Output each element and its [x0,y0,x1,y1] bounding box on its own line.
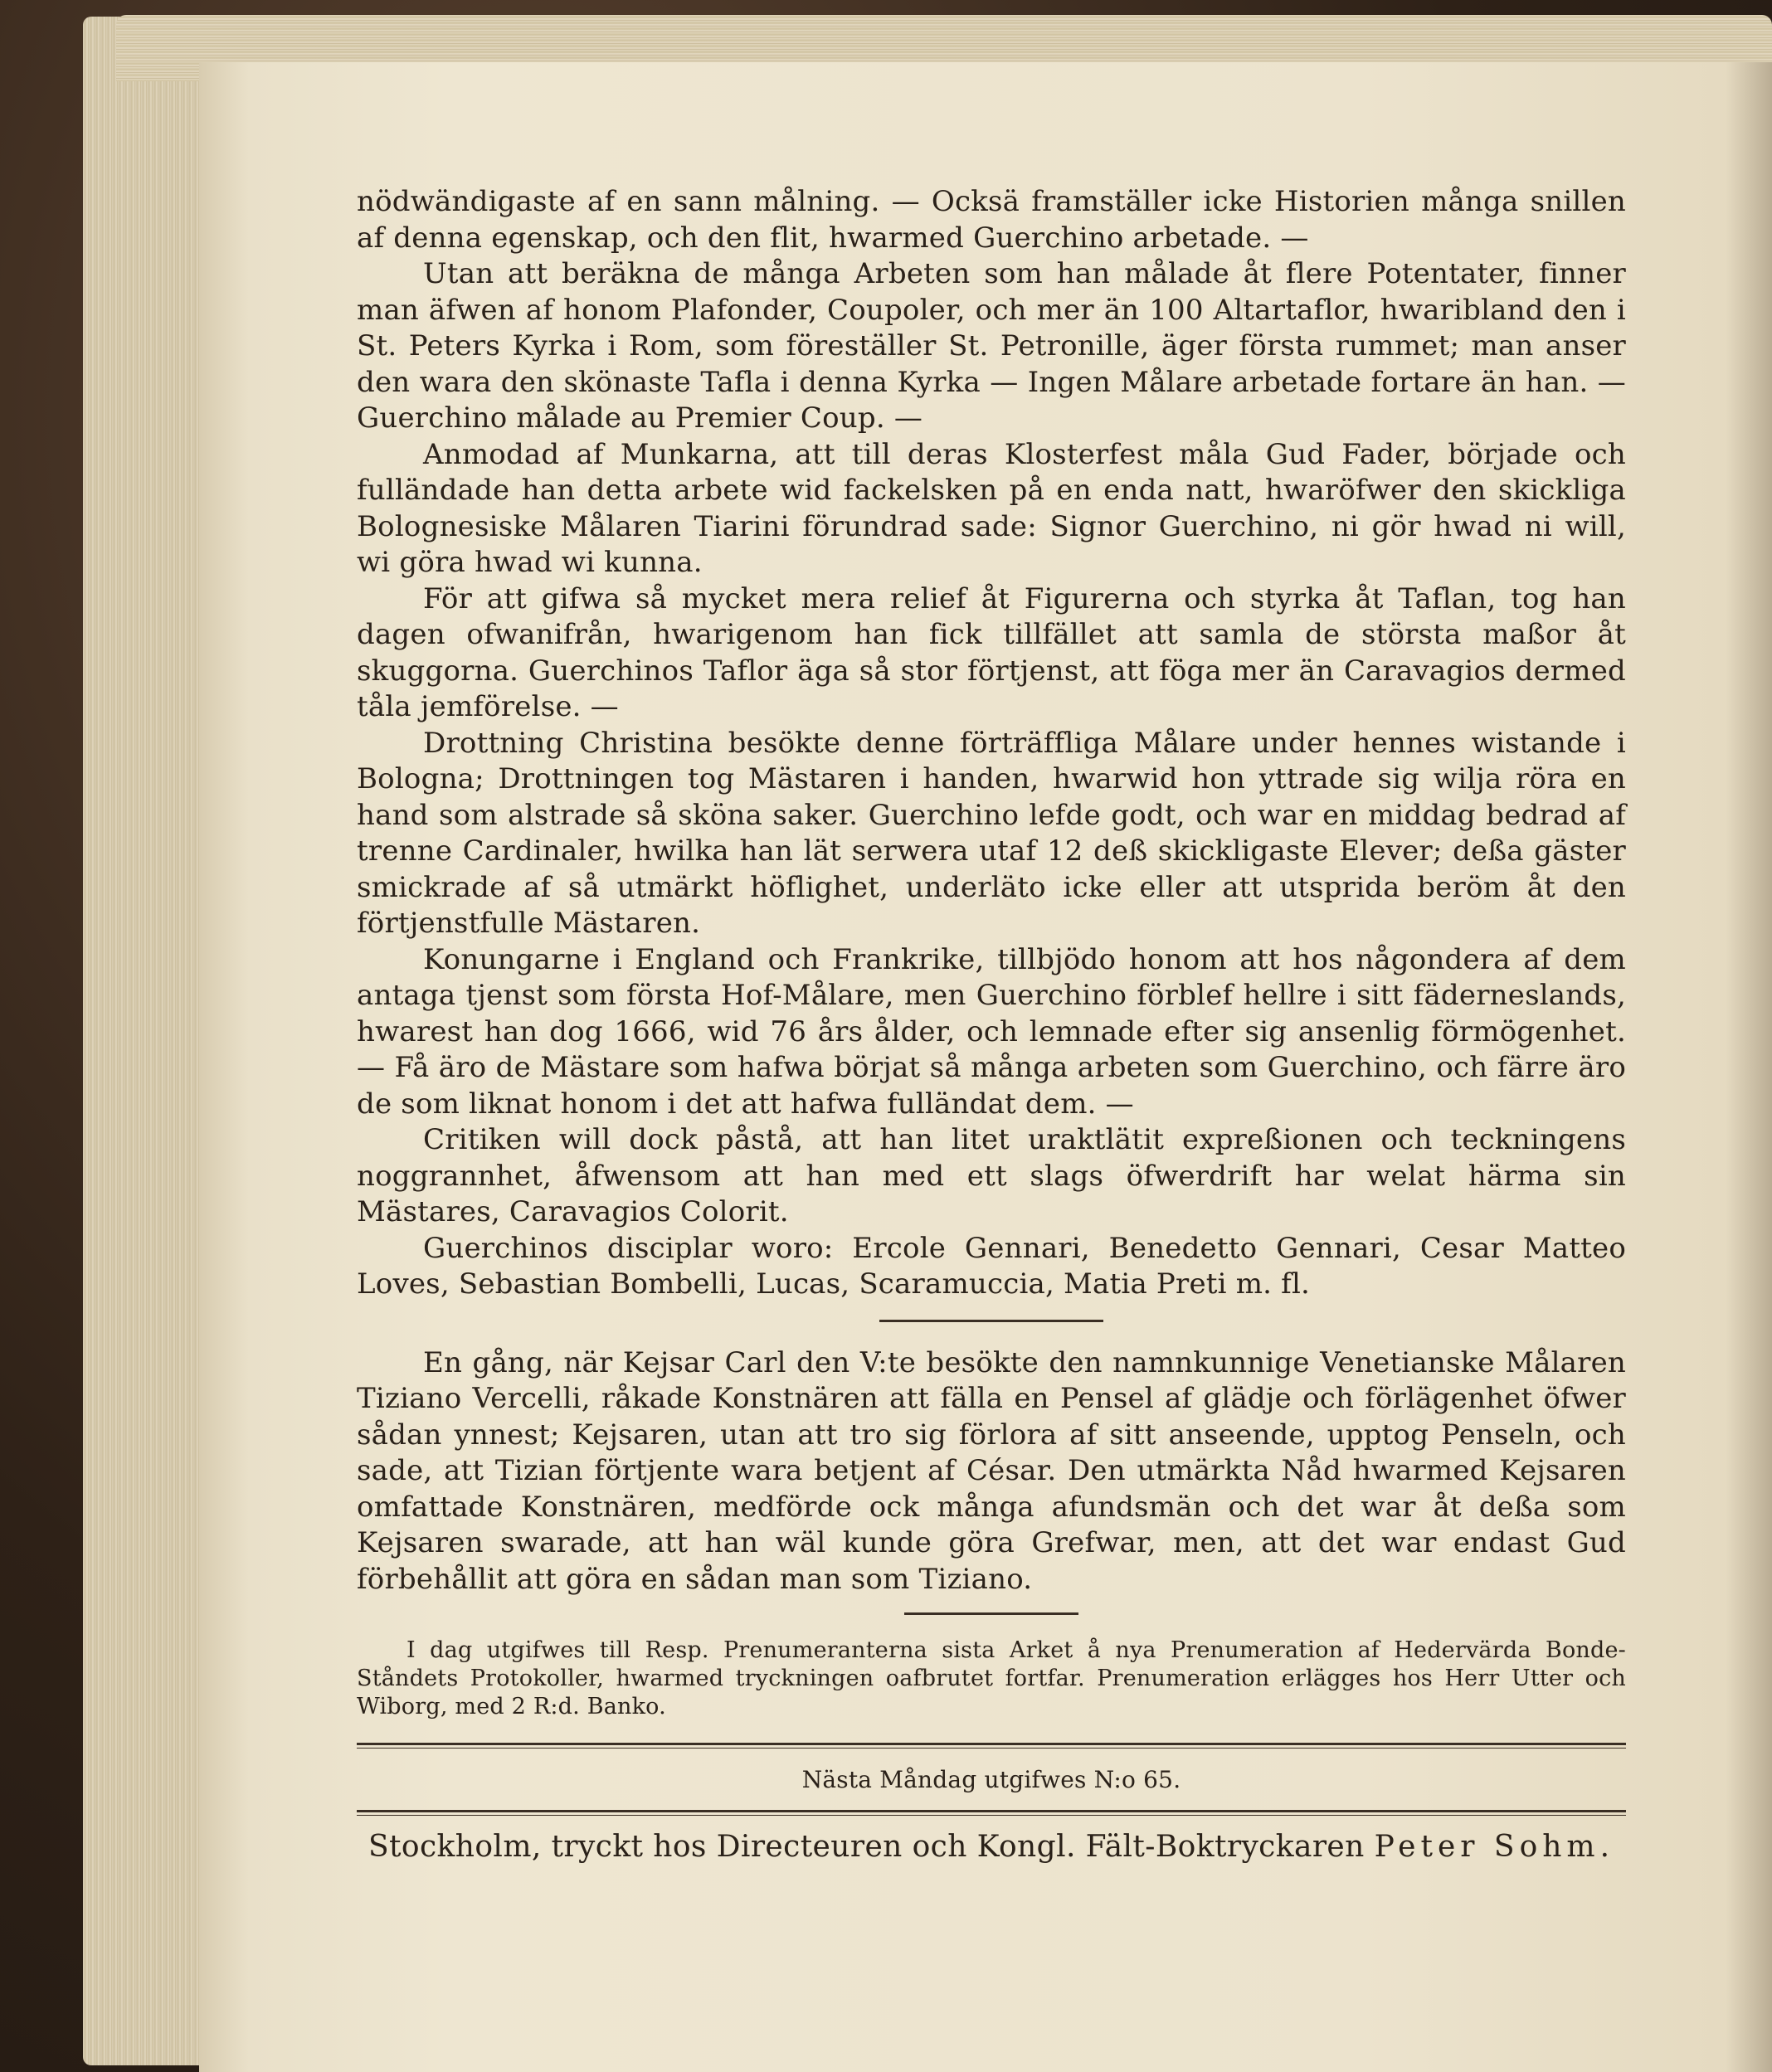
paragraph-continuation: nödwändigaste af en sann målning. — Ocksä framställer icke Historien många snillen af denna egenskap, och den flit, hwarmed Guerchino arbetade. — [357,185,1626,255]
paragraph-monks: Anmodad af Munkarna, att till deras Klosterfest måla Gud Fader, började och fulländade han detta arbete wid fackelsken på en enda natt, hwaröfwer den skickliga Bolognesiske Målaren Tiarini förundrad sade: Signor Guerchino, ni gör hwad ni will, wi göra hwad wi kunna. [357,437,1626,579]
paragraph-titian-anecdote: En gång, när Kejsar Carl den V:te besökte den namnkunnige Venetianske Målaren Tiziano Vercelli, råkade Konstnären att fälla en Pensel af glädje och förlägenhet öfwer sådan ynnest; Kejsaren, utan att tro sig förlora af sitt anseende, upptog Penseln, och sade, att Tizian förtjente wara betjent af César. Den utmärkta Nåd hwarmed Kejsaren omfattade Konstnären, medförde ock många afundsmän och det war åt deßa som Kejsaren swarade, att han wäl kunde göra Grefwar, men, att det war endast Gud förbehållit att göra en sådan man som Tiziano. [357,1345,1626,1596]
paragraph-disciples: Guerchinos disciplar woro: Ercole Gennari, Benedetto Gennari, Cesar Matteo Loves, Sebastian Bombelli, Lucas, Scaramuccia, Matia Preti m. fl. [357,1231,1626,1301]
spine-shadow [1726,62,1772,2072]
paragraph-christina: Drottning Christina besökte denne förträffliga Målare under hennes wistande i Bologna; Drottningen tog Mästaren i handen, hwarwid hon yttrade sig wilja röra en hand som alstrade så sköna saker. Guerchino lefde godt, och war en middag bedrad af trenne Cardinaler, hwilka han lät serwera utaf 12 deß skickligaste Elever; deßa gäster smickrade af så utmärkt höflighet, underläto icke eller att utsprida beröm åt den förtjenstfulle Mästaren. [357,726,1626,940]
next-issue-notice: Nästa Måndag utgifwes N:o 65. [801,1766,1181,1793]
imprint [357,1829,1626,1865]
double-rule-bottom [357,1810,1626,1816]
page-edges-left [83,17,207,2065]
section-divider [879,1320,1103,1322]
imprint-prefix: Stockholm, tryckt hos Directeuren och Kongl. Fält-Boktryckaren [368,1829,1365,1864]
paragraph-critique: Critiken will dock påstå, att han litet uraktlätit expreßionen och teckningens noggrannhet, åfwensom att han med ett slags öfwerdrift har welat härma sin Mästares, Caravagios Colorit. [357,1123,1626,1228]
subscription-notice: I dag utgifwes till Resp. Prenumeranterna sista Arket å nya Prenumeration af Hedervärda Bonde-Ståndets Protokoller, hwarmed tryckningen oafbrutet fortfar. Prenumeration erlägges hos Herr Utter och Wiborg, med 2 R:d. Banko. [357,1637,1626,1719]
page-text [357,184,1626,1865]
paragraph-works: Utan att beräkna de många Arbeten som han målade åt flere Potentater, finner man äfwen af honom Plafonder, Coupoler, och mer än 100 Altartaflor, hwaribland den i St. Peters Kyrka i Rom, som föreställer St. Petronille, äger första rummet; man anser den wara den skönaste Tafla i denna Kyrka — Ingen Målare arbetade fortare än han. — Guerchino målade au Premier Coup. — [357,257,1626,435]
paragraph-relief: För att gifwa så mycket mera relief åt Figurerna och styrka åt Taflan, tog han dagen ofwanifrån, hwarigenom han fick tillfället att samla de största maßor åt skuggorna. Guerchinos Taflor äga så stor förtjenst, att föga mer än Caravagios dermed tåla jemförelse. — [357,581,1626,723]
double-rule-top [357,1743,1626,1749]
section-divider-2 [904,1612,1078,1615]
paragraph-kings: Konungarne i England och Frankrike, tillbjödo honom att hos någondera af dem antaga tjenst som första Hof-Målare, men Guerchino förblef hellre i sitt fäderneslands, hwarest han dog 1666, wid 76 års ålder, och lemnade efter sig ansenlig förmögenhet. — Få äro de Mästare som hafwa börjat så många arbeten som Guerchino, och färre äro de som liknat honom i det att hafwa fulländat dem. — [357,942,1626,1121]
imprint-printer: Peter Sohm. [1374,1829,1615,1864]
